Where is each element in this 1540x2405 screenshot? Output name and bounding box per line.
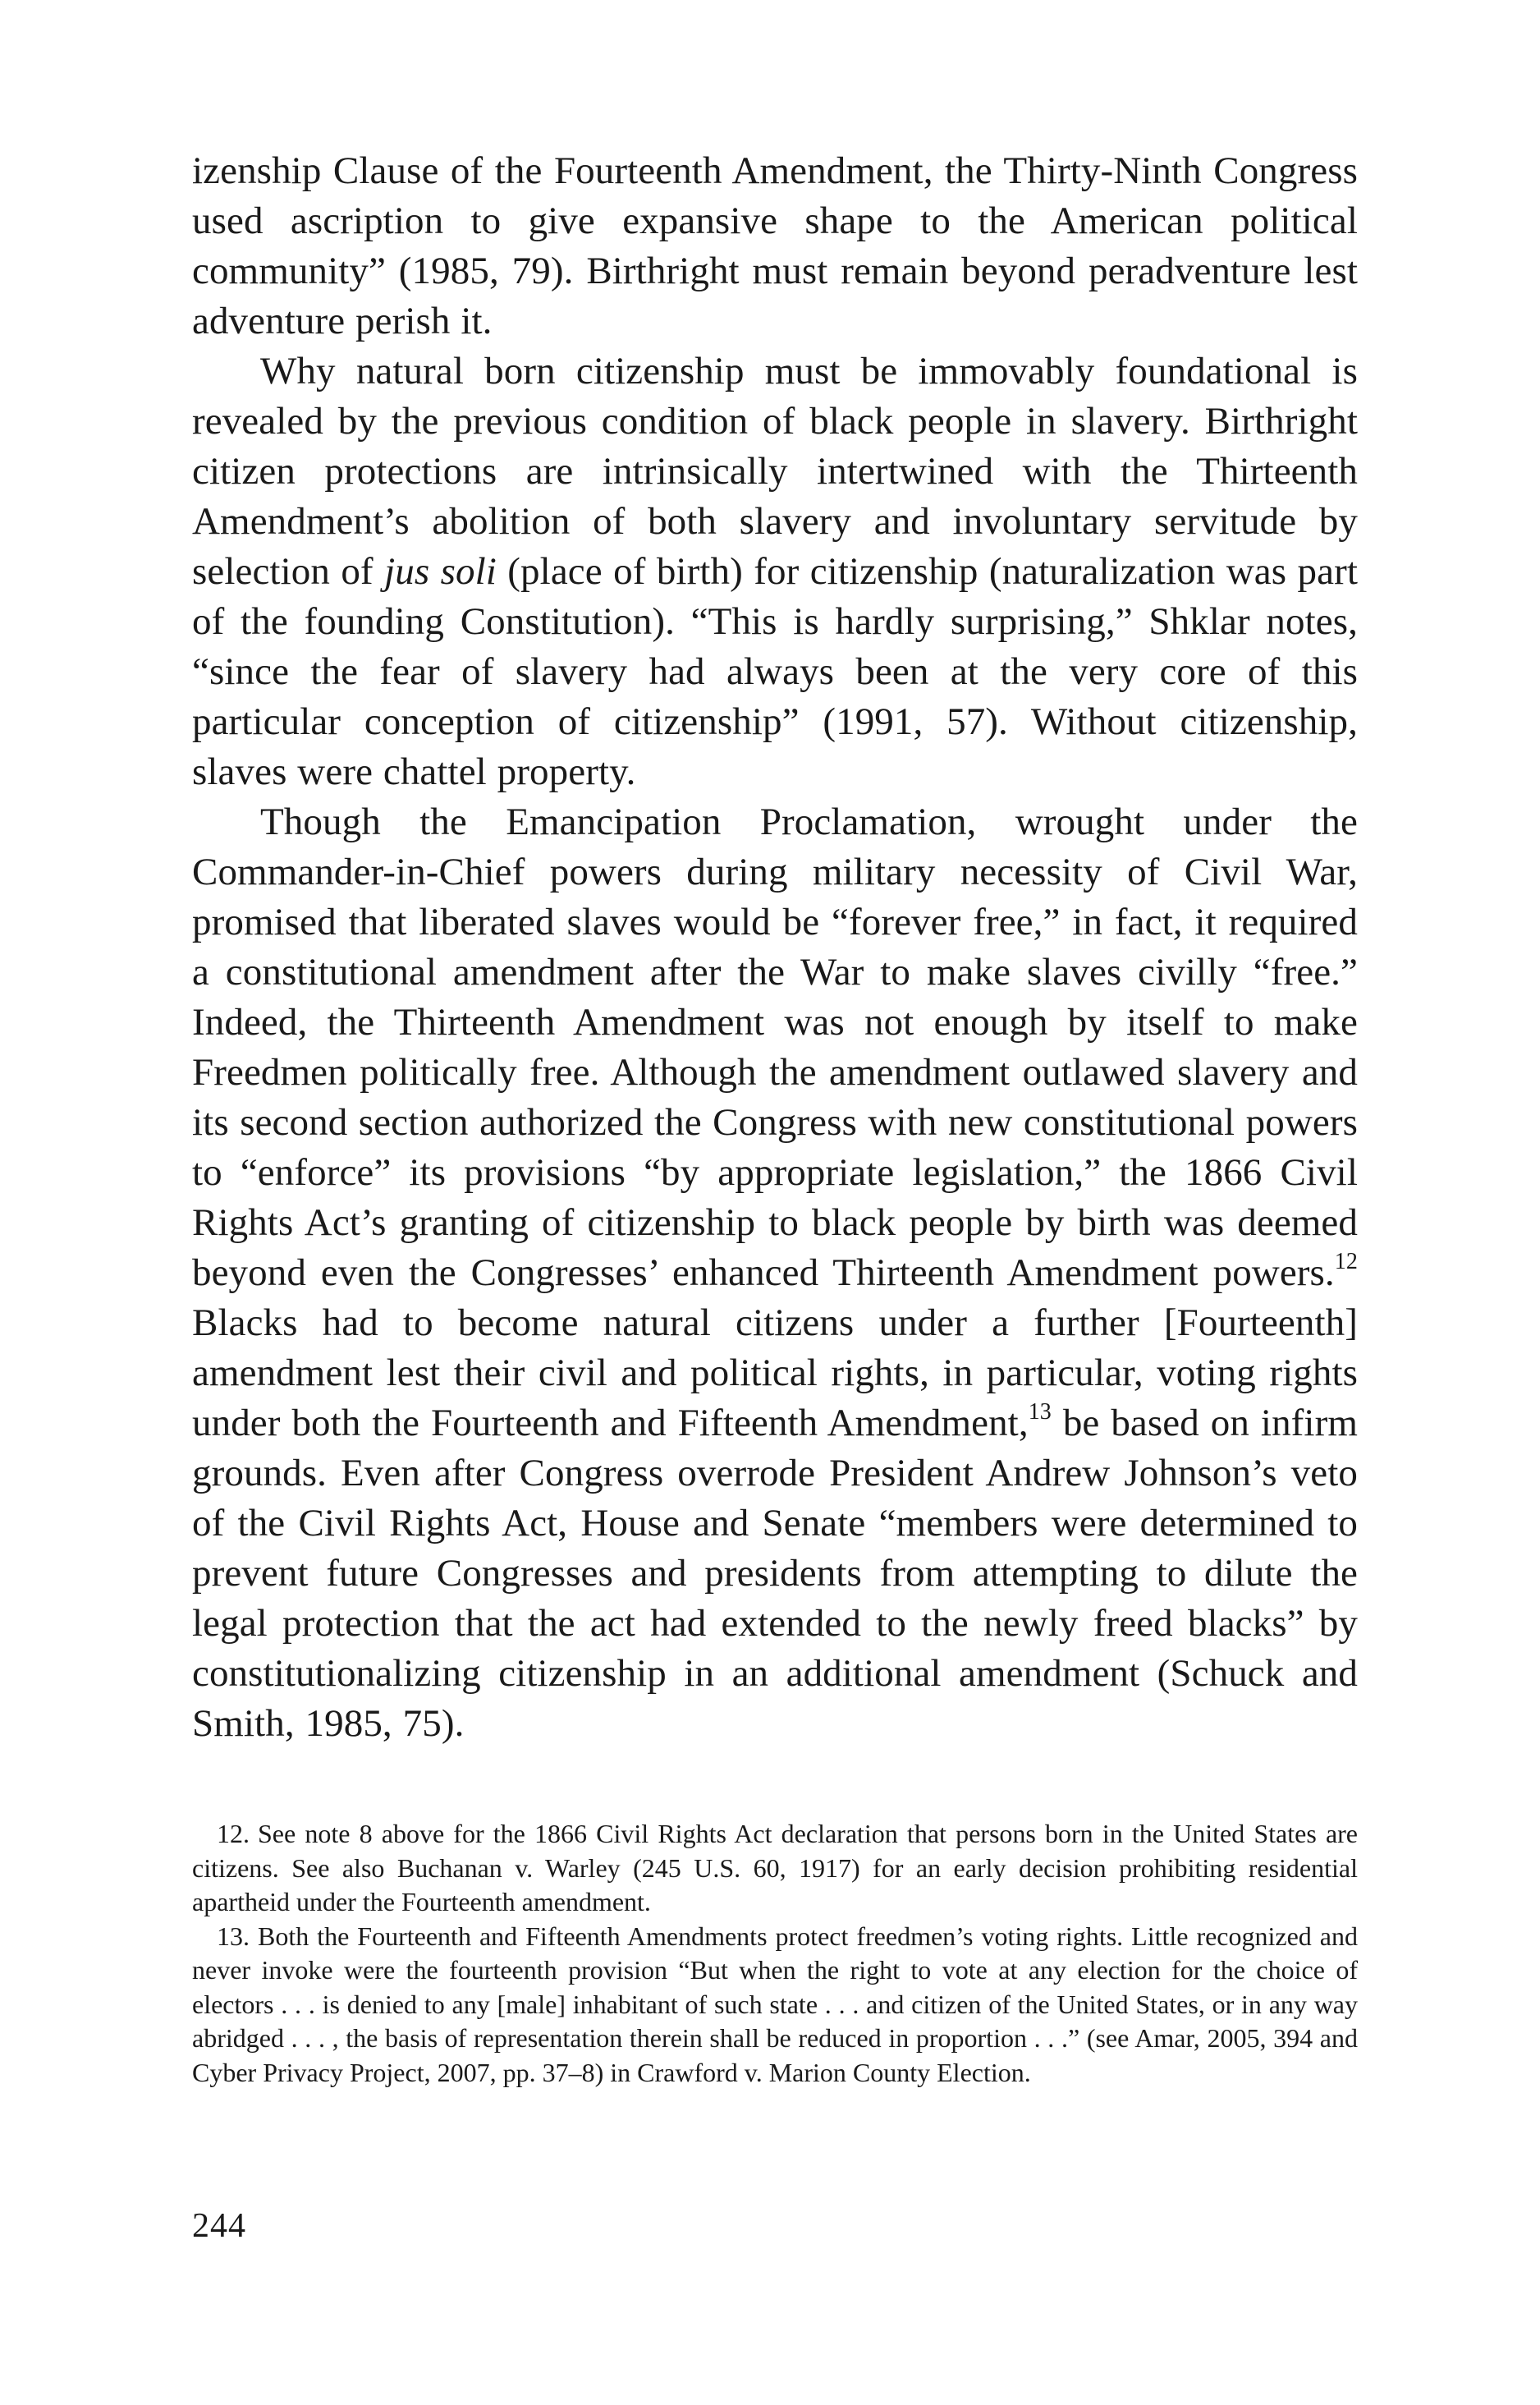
footnote-number: 13. <box>217 1921 250 1951</box>
paragraph-3-text-c: be based on infirm grounds. Even after Congress overrode President Andrew Johnson’s veto of the Civil Rights Act, House and Senate “members were determined to prevent future Congresses and presidents from attempting to dilute the legal protection that the act had extended to the newly freed blacks” by constitutionalizing citizenship in an additional amendment (Schuck and Smith, 1985, 75). <box>192 1402 1358 1745</box>
paragraph-2 <box>192 347 1358 797</box>
body-text <box>192 146 1358 1749</box>
paragraph-1-text: izenship Clause of the Fourteenth Amendment, the Thirty-Ninth Congress used ascription to give expansive shape to the American political community” (1985, 79). Birthright must remain beyond peradventure lest adventure perish it. <box>192 149 1358 342</box>
footnotes <box>192 1817 1358 2090</box>
footnote-13 <box>192 1920 1358 2091</box>
footnote-text: See note 8 above for the 1866 Civil Rights Act declaration that persons born in the United States are citizens. See also Buchanan v. Warley (245 U.S. 60, 1917) for an early decision prohibiting residential apartheid under the Fourteenth amendment. <box>192 1819 1358 1916</box>
footnote-number: 12. <box>217 1819 250 1848</box>
paragraph-2-text-b: (place of birth) for citizenship (naturalization was part of the founding Constitution). “This is hardly surprising,” Shklar notes, “since the fear of slavery had always been at the very core of this particular conception of citizenship” (1991, 57). Without citizenship, slaves were chattel property. <box>192 550 1358 793</box>
page-number: 244 <box>192 2207 246 2245</box>
paragraph-3 <box>192 797 1358 1749</box>
paragraph-3-text-b: Blacks had to become natural citizens under a further [Fourteenth] amendment lest their civil and political rights, in particular, voting rights under both the Fourteenth and Fifteenth Amendment, <box>192 1301 1358 1444</box>
footnote-ref-13[interactable]: 13 <box>1028 1399 1052 1425</box>
footnote-text: Both the Fourteenth and Fifteenth Amendments protect freedmen’s voting rights. Little recognized and never invoke were the fourteenth provision “But when the right to vote at any election for the choice of electors . . . is denied to any [male] inhabitant of such state . . . and citizen of the United States, or in any way abridged . . . , the basis of representation therein shall be reduced in proportion . . .” (see Amar, 2005, 394 and Cyber Privacy Project, 2007, pp. 37–8) in Crawford v. Marion County Election. <box>192 1921 1358 2087</box>
jus-soli-italic: jus soli <box>384 550 497 593</box>
paragraph-2-text-a: Why natural born citizenship must be immovably foundational is revealed by the previous condition of black people in slavery. Birthright citizen protections are intrinsically intertwined with the Thirteenth Amendment’s abolition of both slavery and involuntary servitude by selection of <box>192 350 1358 593</box>
paragraph-3-text-a: Though the Emancipation Proclamation, wrought under the Commander-in-Chief powers during military necessity of Civil War, promised that liberated slaves would be “forever free,” in fact, it required a constitutional amendment after the War to make slaves civilly “free.” Indeed, the Thirteenth Amendment was not enough by itself to make Freedmen politically free. Although the amendment outlawed slavery and its second section authorized the Congress with new constitutional powers to “enforce” its provisions “by appropriate legislation,” the 1866 Civil Rights Act’s granting of citizenship to black people by birth was deemed beyond even the Congresses’ enhanced Thirteenth Amendment powers. <box>192 801 1358 1294</box>
paragraph-1 <box>192 146 1358 347</box>
footnote-ref-12[interactable]: 12 <box>1334 1249 1358 1274</box>
footnote-12 <box>192 1817 1358 1920</box>
